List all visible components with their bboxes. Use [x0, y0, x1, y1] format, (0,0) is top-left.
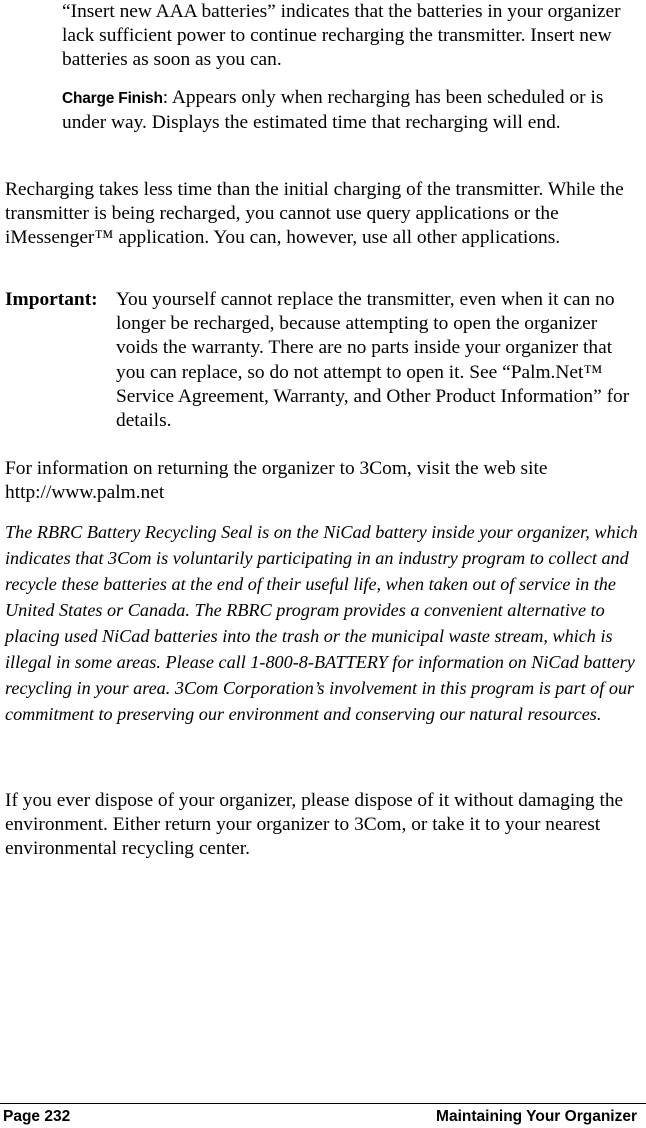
important-note: You yourself cannot replace the transmitter, even when it can no longer be recharged, because attempting to open the organizer voids the warranty. There are no parts inside your organizer that you can replace, so do not attempt to open it. See “Palm.Net™ Service Agreement, Warranty, and Other Product Information” for details. — [116, 289, 630, 432]
important-label: Important: — [5, 289, 98, 310]
dispose-paragraph: If you ever dispose of your organizer, please dispose of it without damaging the environment. Either return your organizer to 3Com, or take it to your nearest environmental recycling center. — [5, 790, 624, 860]
recharging-paragraph: Recharging takes less time than the initial charging of the transmitter. While the transmitter is being recharged, you cannot use query applications or the iMessenger™ application. You can, however, use all other applications. — [5, 179, 624, 249]
batteries-note-paragraph: “Insert new AAA batteries” indicates that the batteries in your organizer lack sufficient power to continue recharging the transmitter. Insert new batteries as soon as you can. — [62, 1, 621, 71]
chapter-title: Maintaining Your Organizer — [436, 1108, 637, 1125]
returning-paragraph: For information on returning the organizer to 3Com, visit the web site http://www.palm.net — [5, 458, 548, 504]
rbrc-recycling-paragraph: The RBRC Battery Recycling Seal is on the NiCad battery inside your organizer, which indicates that 3Com is voluntarily participating in an industry program to collect and recycle these batteries at the end of their useful life, when taken out of service in the United States or Canada. The RBRC program provides a convenient alternative to placing used NiCad batteries into the trash or the municipal waste stream, which is illegal in some areas. Please call 1-800-8-BATTERY for information on NiCad battery recycling in your area. 3Com Corporation’s involvement in this program is part of our commitment to preserving our environment and conserving our natural resources. — [5, 522, 638, 724]
charge-finish-term: Charge Finish — [62, 90, 163, 107]
charge-finish-paragraph — [62, 86, 640, 135]
page-number: Page 232 — [3, 1108, 71, 1125]
charge-finish-description: : Appears only when recharging has been scheduled or is under way. Displays the estimated time that recharging will end. — [62, 87, 604, 134]
footer-divider — [0, 1103, 646, 1104]
